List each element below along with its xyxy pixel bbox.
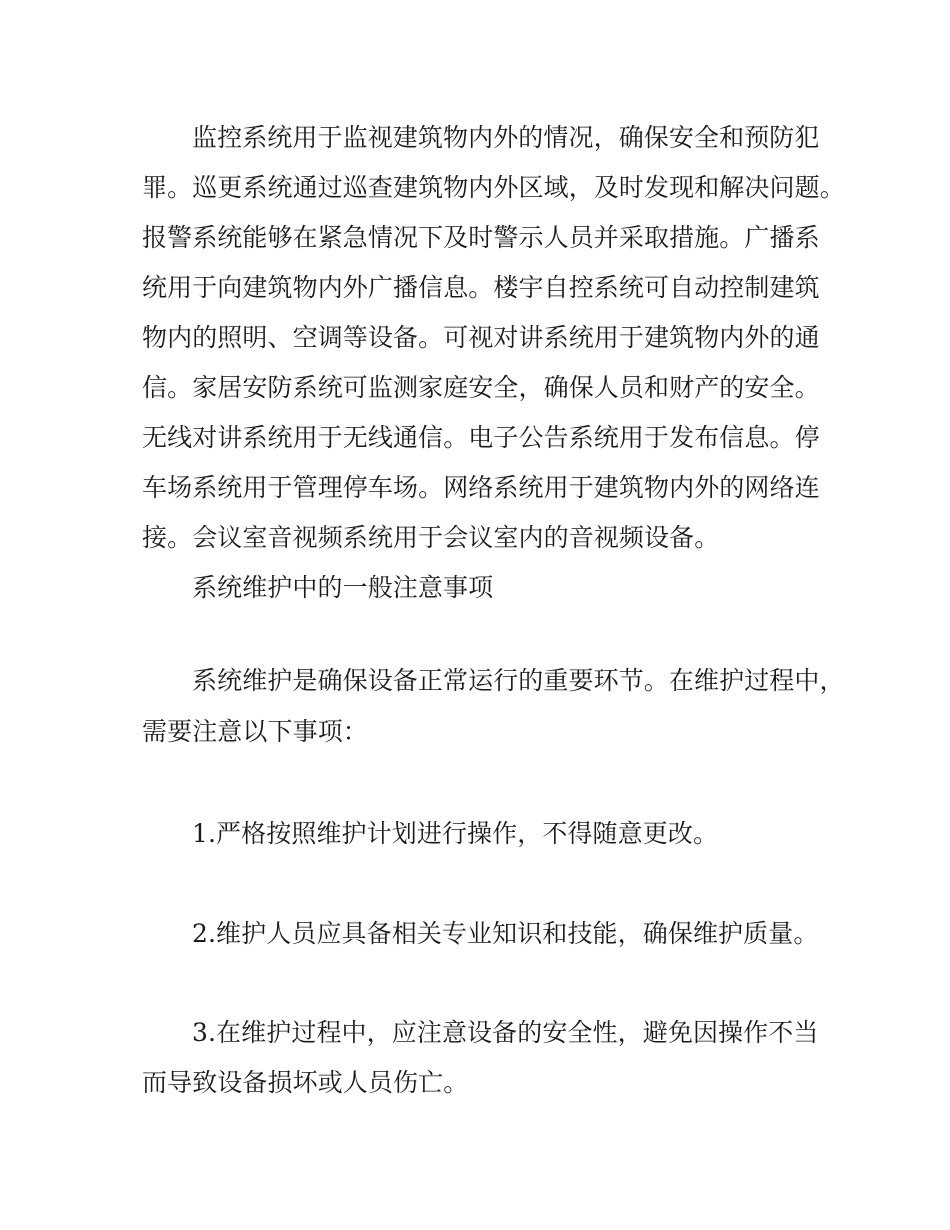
section-heading: 系统维护中的一般注意事项 <box>192 573 494 602</box>
paragraph-1-line-7: 无线对讲系统用于无线通信。电子公告系统用于发布信息。停 <box>142 423 820 452</box>
paragraph-1-line-6: 信。家居安防系统可监测家庭安全，确保人员和财产的安全。 <box>142 373 820 402</box>
paragraph-2-line-1: 系统维护是确保设备正常运行的重要环节。在维护过程中， <box>192 666 845 695</box>
paragraph-2-line-2: 需要注意以下事项： <box>142 717 368 746</box>
paragraph-1-line-8: 车场系统用于管理停车场。网络系统用于建筑物内外的网络连 <box>142 473 820 502</box>
paragraph-1-line-5: 物内的照明、空调等设备。可视对讲系统用于建筑物内外的通 <box>142 323 820 352</box>
list-item-2: 2.维护人员应具备相关专业知识和技能，确保维护质量。 <box>192 919 819 948</box>
list-item-3-line-2: 而导致设备损坏或人员伤亡。 <box>142 1068 469 1097</box>
list-item-1: 1.严格按照维护计划进行操作，不得随意更改。 <box>192 819 719 848</box>
paragraph-1-line-2: 罪。巡更系统通过巡查建筑物内外区域，及时发现和解决问题。 <box>142 173 845 202</box>
paragraph-1-line-4: 统用于向建筑物内外广播信息。楼宇自控系统可自动控制建筑 <box>142 273 820 302</box>
paragraph-1-line-3: 报警系统能够在紧急情况下及时警示人员并采取措施。广播系 <box>142 223 820 252</box>
paragraph-1-line-1: 监控系统用于监视建筑物内外的情况，确保安全和预防犯 <box>192 123 820 152</box>
list-item-3-line-1: 3.在维护过程中，应注意设备的安全性，避免因操作不当 <box>192 1018 819 1047</box>
paragraph-1-line-9: 接。会议室音视频系统用于会议室内的音视频设备。 <box>142 523 720 552</box>
